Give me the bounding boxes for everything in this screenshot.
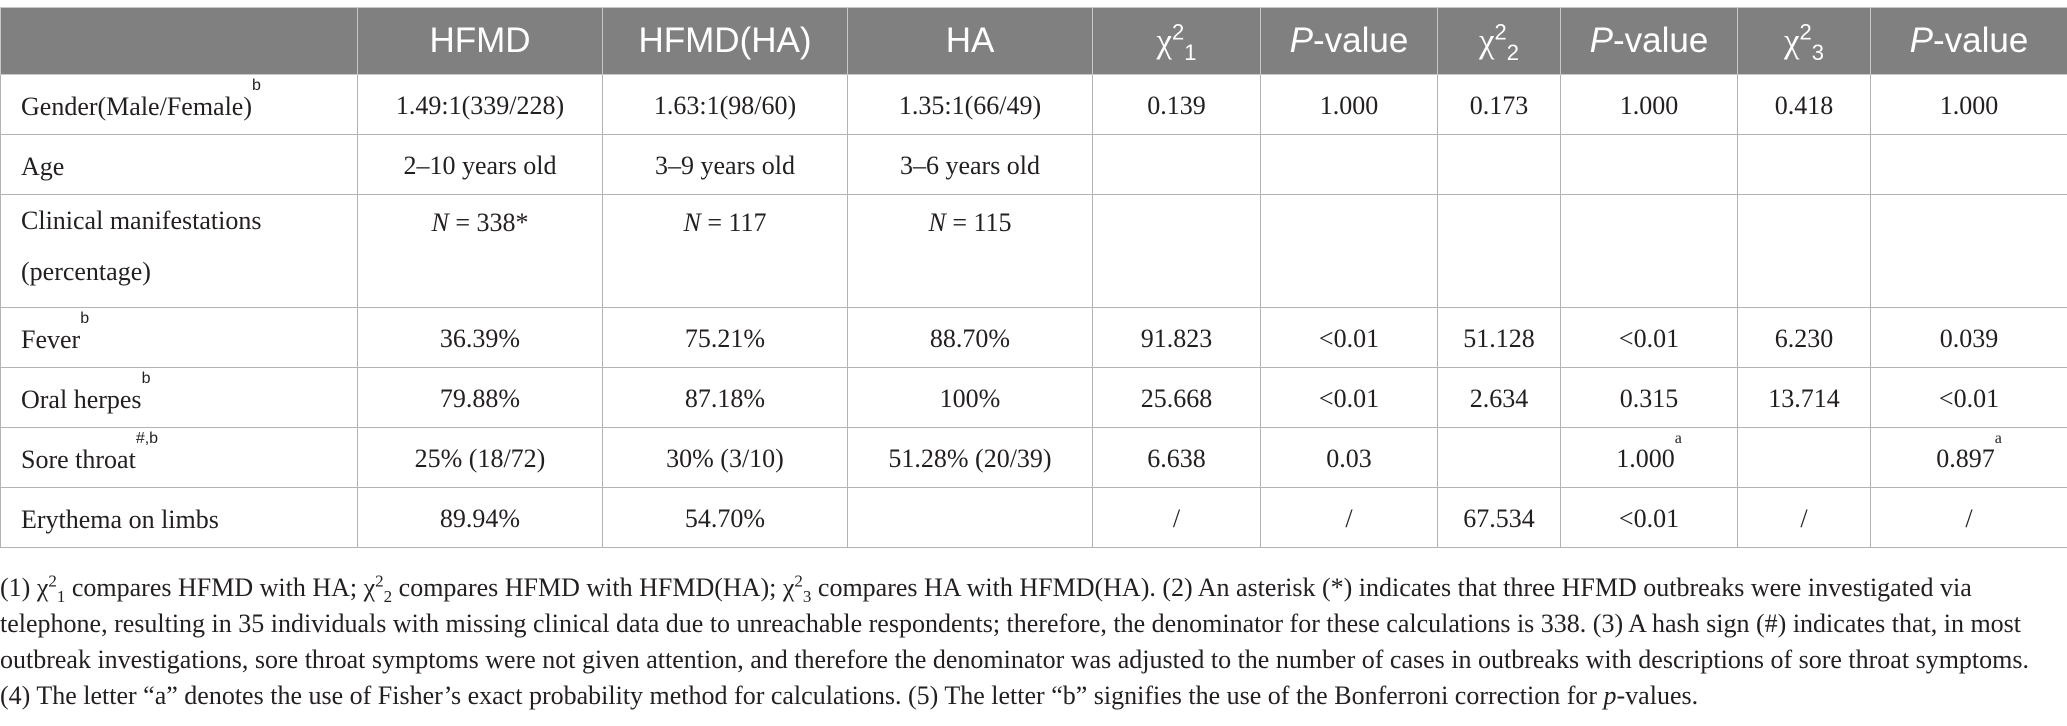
cell-p1: / — [1261, 488, 1438, 548]
cell-chi2 — [1438, 428, 1561, 488]
cell-chi1 — [1093, 135, 1261, 195]
row-label: Age — [1, 135, 358, 195]
table-container — [0, 7, 2067, 548]
table-row-gender — [1, 75, 2067, 135]
cell-chi3: 13.714 — [1738, 368, 1871, 428]
cell-chi2: 67.534 — [1438, 488, 1561, 548]
row-label: Oral herpes$^b$ — [1, 368, 358, 428]
cell-chi2 — [1438, 135, 1561, 195]
cell-hfmd: 36.39% — [358, 308, 603, 368]
header-chi3: $\chi^2_3$ — [1738, 8, 1871, 75]
cell-p3 — [1871, 195, 2067, 308]
cell-hfmd-ha: 30% (3/10) — [603, 428, 848, 488]
cell-ha: 51.28% (20/39) — [848, 428, 1093, 488]
cell-p3: 0.897$^a$ — [1871, 428, 2067, 488]
cell-chi3: 6.230 — [1738, 308, 1871, 368]
cell-hfmd-ha: 1.63:1(98/60) — [603, 75, 848, 135]
header-chi2: $\chi^2_2$ — [1438, 8, 1561, 75]
row-label: Clinical manifestations (percentage) — [1, 195, 358, 308]
header-chi1: $\chi^2_1$ — [1093, 8, 1261, 75]
cell-p2: 0.315 — [1561, 368, 1738, 428]
cell-hfmd: 89.94% — [358, 488, 603, 548]
cell-p2: <0.01 — [1561, 488, 1738, 548]
cell-ha: 88.70% — [848, 308, 1093, 368]
cell-p3: 1.000 — [1871, 75, 2067, 135]
cell-chi1: 0.139 — [1093, 75, 1261, 135]
cell-hfmd-ha: 75.21% — [603, 308, 848, 368]
header-p2: P-value — [1561, 8, 1738, 75]
cell-p1: 0.03 — [1261, 428, 1438, 488]
cell-hfmd: N = 338* — [358, 195, 603, 308]
header-p1: P-value — [1261, 8, 1438, 75]
row-label: Erythema on limbs — [1, 488, 358, 548]
cell-chi1: 6.638 — [1093, 428, 1261, 488]
header-row — [1, 8, 2067, 75]
cell-ha — [848, 488, 1093, 548]
row-label: Sore throat$^{\#,b}$ — [1, 428, 358, 488]
header-hfmd-ha: HFMD(HA) — [603, 8, 848, 75]
cell-chi3: / — [1738, 488, 1871, 548]
cell-chi2 — [1438, 195, 1561, 308]
cell-hfmd-ha: 3–9 years old — [603, 135, 848, 195]
cell-chi3: 0.418 — [1738, 75, 1871, 135]
header-p3: P-value — [1871, 8, 2067, 75]
cell-chi2: 0.173 — [1438, 75, 1561, 135]
cell-chi1: 25.668 — [1093, 368, 1261, 428]
table-row-oral-herpes — [1, 368, 2067, 428]
table-row-fever — [1, 308, 2067, 368]
cell-p2 — [1561, 135, 1738, 195]
header-ha: HA — [848, 8, 1093, 75]
cell-chi1: / — [1093, 488, 1261, 548]
cell-chi1: 91.823 — [1093, 308, 1261, 368]
cell-p3: / — [1871, 488, 2067, 548]
cell-hfmd-ha: N = 117 — [603, 195, 848, 308]
cell-hfmd: 79.88% — [358, 368, 603, 428]
cell-chi1 — [1093, 195, 1261, 308]
table-row-age — [1, 135, 2067, 195]
cell-p3: <0.01 — [1871, 368, 2067, 428]
header-label — [1, 8, 358, 75]
cell-p1: <0.01 — [1261, 308, 1438, 368]
cell-ha: 3–6 years old — [848, 135, 1093, 195]
row-label: Fever$^b$ — [1, 308, 358, 368]
cell-hfmd-ha: 87.18% — [603, 368, 848, 428]
cell-p2 — [1561, 195, 1738, 308]
cell-hfmd: 1.49:1(339/228) — [358, 75, 603, 135]
cell-chi3 — [1738, 428, 1871, 488]
cell-ha: N = 115 — [848, 195, 1093, 308]
table-row-erythema — [1, 488, 2067, 548]
table-row-clinical — [1, 195, 2067, 308]
cell-p1: 1.000 — [1261, 75, 1438, 135]
cell-p3 — [1871, 135, 2067, 195]
cell-chi2: 2.634 — [1438, 368, 1561, 428]
cell-p1 — [1261, 195, 1438, 308]
cell-chi2: 51.128 — [1438, 308, 1561, 368]
cell-ha: 1.35:1(66/49) — [848, 75, 1093, 135]
header-hfmd: HFMD — [358, 8, 603, 75]
row-label: Gender(Male/Female)$^b$ — [1, 75, 358, 135]
cell-p2: 1.000$^a$ — [1561, 428, 1738, 488]
cell-hfmd: 25% (18/72) — [358, 428, 603, 488]
cell-p3: 0.039 — [1871, 308, 2067, 368]
table-footnote: (1) $\chi^2_1$ compares HFMD with HA; $\chi^2_2$ compares HFMD with HFMD(HA); $\chi^2_3$ compares HA with HFMD(HA). (2) An asterisk (*) indicates that three HFMD outbreaks were investigated via telephone, resulting in 35 individuals with missing clinical data due to unreachable respondents; therefore, the denominator for these calculations is 338. (3) A hash sign (#) indicates that, in most outbreak investigations, sore throat symptoms were not given attention, and therefore the denominator was adjusted to the number of cases in outbreaks with descriptions of sore throat symptoms. (4) The letter “a” denotes the use of Fisher’s exact probability method for calculations. (5) The letter “b” signifies the use of the Bonferroni correction for p-values. — [0, 571, 2029, 710]
results-table — [0, 7, 2067, 548]
cell-ha: 100% — [848, 368, 1093, 428]
cell-chi3 — [1738, 195, 1871, 308]
cell-p2: 1.000 — [1561, 75, 1738, 135]
cell-p1 — [1261, 135, 1438, 195]
cell-hfmd-ha: 54.70% — [603, 488, 848, 548]
cell-p1: <0.01 — [1261, 368, 1438, 428]
cell-p2: <0.01 — [1561, 308, 1738, 368]
table-row-sore-throat — [1, 428, 2067, 488]
cell-chi3 — [1738, 135, 1871, 195]
cell-hfmd: 2–10 years old — [358, 135, 603, 195]
